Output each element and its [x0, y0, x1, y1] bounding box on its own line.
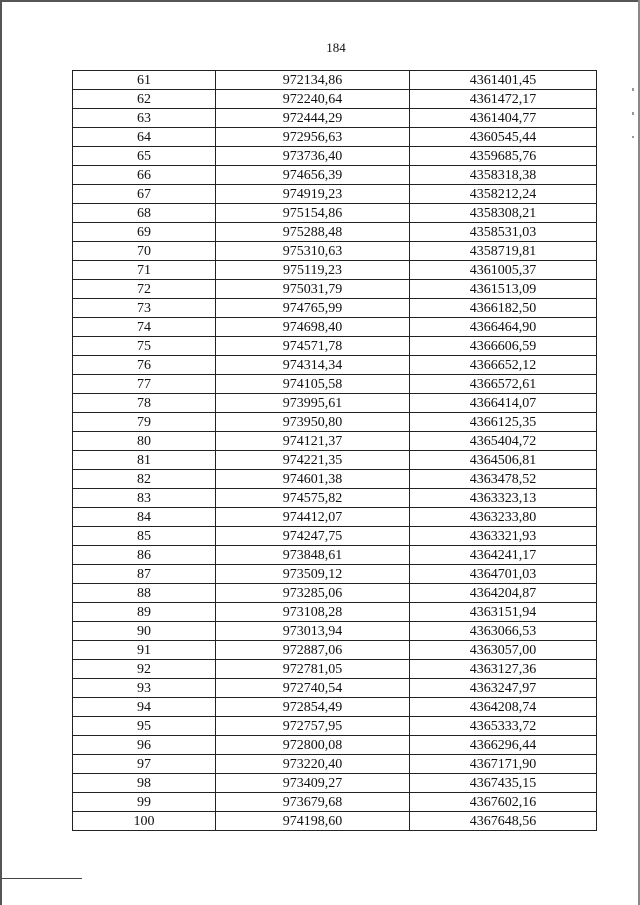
y-coordinate-cell: 4366296,44 — [410, 736, 597, 755]
point-number-cell: 81 — [73, 451, 216, 470]
y-coordinate-cell: 4358719,81 — [410, 242, 597, 261]
y-coordinate-cell: 4361513,09 — [410, 280, 597, 299]
x-coordinate-cell: 974105,58 — [216, 375, 410, 394]
table-row — [73, 717, 597, 736]
point-number-cell: 69 — [73, 223, 216, 242]
table-row — [73, 432, 597, 451]
point-number-cell: 84 — [73, 508, 216, 527]
point-number-cell: 71 — [73, 261, 216, 280]
x-coordinate-cell: 975119,23 — [216, 261, 410, 280]
y-coordinate-cell: 4361404,77 — [410, 109, 597, 128]
y-coordinate-cell: 4358531,03 — [410, 223, 597, 242]
table-row — [73, 128, 597, 147]
x-coordinate-cell: 972757,95 — [216, 717, 410, 736]
table-row — [73, 299, 597, 318]
y-coordinate-cell: 4364506,81 — [410, 451, 597, 470]
point-number-cell: 62 — [73, 90, 216, 109]
x-coordinate-cell: 974198,60 — [216, 812, 410, 831]
table-row — [73, 337, 597, 356]
x-coordinate-cell: 974121,37 — [216, 432, 410, 451]
table-row — [73, 774, 597, 793]
point-number-cell: 97 — [73, 755, 216, 774]
y-coordinate-cell: 4363127,36 — [410, 660, 597, 679]
x-coordinate-cell: 974765,99 — [216, 299, 410, 318]
x-coordinate-cell: 975310,63 — [216, 242, 410, 261]
point-number-cell: 82 — [73, 470, 216, 489]
table-row — [73, 527, 597, 546]
x-coordinate-cell: 973736,40 — [216, 147, 410, 166]
x-coordinate-cell: 972956,63 — [216, 128, 410, 147]
x-coordinate-cell: 974314,34 — [216, 356, 410, 375]
table-row — [73, 147, 597, 166]
table-row — [73, 660, 597, 679]
point-number-cell: 85 — [73, 527, 216, 546]
y-coordinate-cell: 4364204,87 — [410, 584, 597, 603]
y-coordinate-cell: 4361005,37 — [410, 261, 597, 280]
x-coordinate-cell: 973013,94 — [216, 622, 410, 641]
x-coordinate-cell: 973679,68 — [216, 793, 410, 812]
x-coordinate-cell: 973509,12 — [216, 565, 410, 584]
x-coordinate-cell: 972781,05 — [216, 660, 410, 679]
page-edge-left — [0, 0, 2, 905]
scan-mark — [632, 136, 634, 138]
footnote-separator — [2, 878, 82, 879]
point-number-cell: 91 — [73, 641, 216, 660]
coordinates-table-body — [73, 71, 597, 831]
point-number-cell: 100 — [73, 812, 216, 831]
y-coordinate-cell: 4367602,16 — [410, 793, 597, 812]
table-row — [73, 223, 597, 242]
x-coordinate-cell: 974698,40 — [216, 318, 410, 337]
point-number-cell: 70 — [73, 242, 216, 261]
y-coordinate-cell: 4359685,76 — [410, 147, 597, 166]
x-coordinate-cell: 973285,06 — [216, 584, 410, 603]
point-number-cell: 66 — [73, 166, 216, 185]
x-coordinate-cell: 974247,75 — [216, 527, 410, 546]
x-coordinate-cell: 973220,40 — [216, 755, 410, 774]
table-row — [73, 622, 597, 641]
x-coordinate-cell: 973848,61 — [216, 546, 410, 565]
table-row — [73, 736, 597, 755]
table-row — [73, 318, 597, 337]
table-row — [73, 489, 597, 508]
point-number-cell: 86 — [73, 546, 216, 565]
y-coordinate-cell: 4363323,13 — [410, 489, 597, 508]
x-coordinate-cell: 972887,06 — [216, 641, 410, 660]
table-row — [73, 375, 597, 394]
x-coordinate-cell: 975288,48 — [216, 223, 410, 242]
table-row — [73, 584, 597, 603]
table-row — [73, 413, 597, 432]
table-row — [73, 508, 597, 527]
table-row — [73, 185, 597, 204]
y-coordinate-cell: 4361401,45 — [410, 71, 597, 90]
table-row — [73, 90, 597, 109]
x-coordinate-cell: 974221,35 — [216, 451, 410, 470]
y-coordinate-cell: 4366414,07 — [410, 394, 597, 413]
y-coordinate-cell: 4363066,53 — [410, 622, 597, 641]
x-coordinate-cell: 974412,07 — [216, 508, 410, 527]
page-number: 184 — [326, 40, 346, 55]
x-coordinate-cell: 975154,86 — [216, 204, 410, 223]
x-coordinate-cell: 973995,61 — [216, 394, 410, 413]
point-number-cell: 75 — [73, 337, 216, 356]
x-coordinate-cell: 974601,38 — [216, 470, 410, 489]
x-coordinate-cell: 972444,29 — [216, 109, 410, 128]
point-number-cell: 79 — [73, 413, 216, 432]
point-number-cell: 61 — [73, 71, 216, 90]
y-coordinate-cell: 4365404,72 — [410, 432, 597, 451]
point-number-cell: 80 — [73, 432, 216, 451]
x-coordinate-cell: 972240,64 — [216, 90, 410, 109]
table-row — [73, 546, 597, 565]
point-number-cell: 73 — [73, 299, 216, 318]
table-row — [73, 451, 597, 470]
y-coordinate-cell: 4358308,21 — [410, 204, 597, 223]
y-coordinate-cell: 4367648,56 — [410, 812, 597, 831]
y-coordinate-cell: 4367171,90 — [410, 755, 597, 774]
scan-mark — [632, 88, 634, 91]
table-row — [73, 755, 597, 774]
y-coordinate-cell: 4367435,15 — [410, 774, 597, 793]
table-row — [73, 109, 597, 128]
y-coordinate-cell: 4365333,72 — [410, 717, 597, 736]
coordinates-table — [72, 70, 597, 831]
y-coordinate-cell: 4363247,97 — [410, 679, 597, 698]
y-coordinate-cell: 4358318,38 — [410, 166, 597, 185]
y-coordinate-cell: 4363151,94 — [410, 603, 597, 622]
y-coordinate-cell: 4366182,50 — [410, 299, 597, 318]
x-coordinate-cell: 974919,23 — [216, 185, 410, 204]
y-coordinate-cell: 4363478,52 — [410, 470, 597, 489]
point-number-cell: 77 — [73, 375, 216, 394]
table-row — [73, 470, 597, 489]
x-coordinate-cell: 972740,54 — [216, 679, 410, 698]
point-number-cell: 67 — [73, 185, 216, 204]
y-coordinate-cell: 4363057,00 — [410, 641, 597, 660]
y-coordinate-cell: 4363233,80 — [410, 508, 597, 527]
point-number-cell: 68 — [73, 204, 216, 223]
y-coordinate-cell: 4358212,24 — [410, 185, 597, 204]
y-coordinate-cell: 4363321,93 — [410, 527, 597, 546]
table-row — [73, 641, 597, 660]
y-coordinate-cell: 4366464,90 — [410, 318, 597, 337]
x-coordinate-cell: 972800,08 — [216, 736, 410, 755]
x-coordinate-cell: 974571,78 — [216, 337, 410, 356]
y-coordinate-cell: 4366572,61 — [410, 375, 597, 394]
table-row — [73, 356, 597, 375]
y-coordinate-cell: 4360545,44 — [410, 128, 597, 147]
y-coordinate-cell: 4366606,59 — [410, 337, 597, 356]
y-coordinate-cell: 4364701,03 — [410, 565, 597, 584]
point-number-cell: 83 — [73, 489, 216, 508]
x-coordinate-cell: 972854,49 — [216, 698, 410, 717]
point-number-cell: 90 — [73, 622, 216, 641]
point-number-cell: 95 — [73, 717, 216, 736]
point-number-cell: 87 — [73, 565, 216, 584]
point-number-cell: 94 — [73, 698, 216, 717]
page-edge-top — [0, 0, 640, 2]
point-number-cell: 63 — [73, 109, 216, 128]
table-row — [73, 280, 597, 299]
point-number-cell: 65 — [73, 147, 216, 166]
x-coordinate-cell: 974656,39 — [216, 166, 410, 185]
y-coordinate-cell: 4364208,74 — [410, 698, 597, 717]
point-number-cell: 78 — [73, 394, 216, 413]
table-row — [73, 812, 597, 831]
x-coordinate-cell: 974575,82 — [216, 489, 410, 508]
table-row — [73, 698, 597, 717]
scan-mark — [632, 112, 634, 115]
point-number-cell: 89 — [73, 603, 216, 622]
table-row — [73, 204, 597, 223]
y-coordinate-cell: 4361472,17 — [410, 90, 597, 109]
table-row — [73, 793, 597, 812]
point-number-cell: 98 — [73, 774, 216, 793]
table-row — [73, 679, 597, 698]
table-row — [73, 242, 597, 261]
x-coordinate-cell: 973950,80 — [216, 413, 410, 432]
table-row — [73, 603, 597, 622]
point-number-cell: 92 — [73, 660, 216, 679]
table-row — [73, 261, 597, 280]
y-coordinate-cell: 4364241,17 — [410, 546, 597, 565]
y-coordinate-cell: 4366125,35 — [410, 413, 597, 432]
point-number-cell: 72 — [73, 280, 216, 299]
table-row — [73, 166, 597, 185]
point-number-cell: 74 — [73, 318, 216, 337]
point-number-cell: 76 — [73, 356, 216, 375]
table-row — [73, 394, 597, 413]
point-number-cell: 96 — [73, 736, 216, 755]
y-coordinate-cell: 4366652,12 — [410, 356, 597, 375]
table-row — [73, 565, 597, 584]
x-coordinate-cell: 975031,79 — [216, 280, 410, 299]
x-coordinate-cell: 973409,27 — [216, 774, 410, 793]
point-number-cell: 99 — [73, 793, 216, 812]
point-number-cell: 93 — [73, 679, 216, 698]
point-number-cell: 88 — [73, 584, 216, 603]
x-coordinate-cell: 973108,28 — [216, 603, 410, 622]
x-coordinate-cell: 972134,86 — [216, 71, 410, 90]
table-row — [73, 71, 597, 90]
point-number-cell: 64 — [73, 128, 216, 147]
